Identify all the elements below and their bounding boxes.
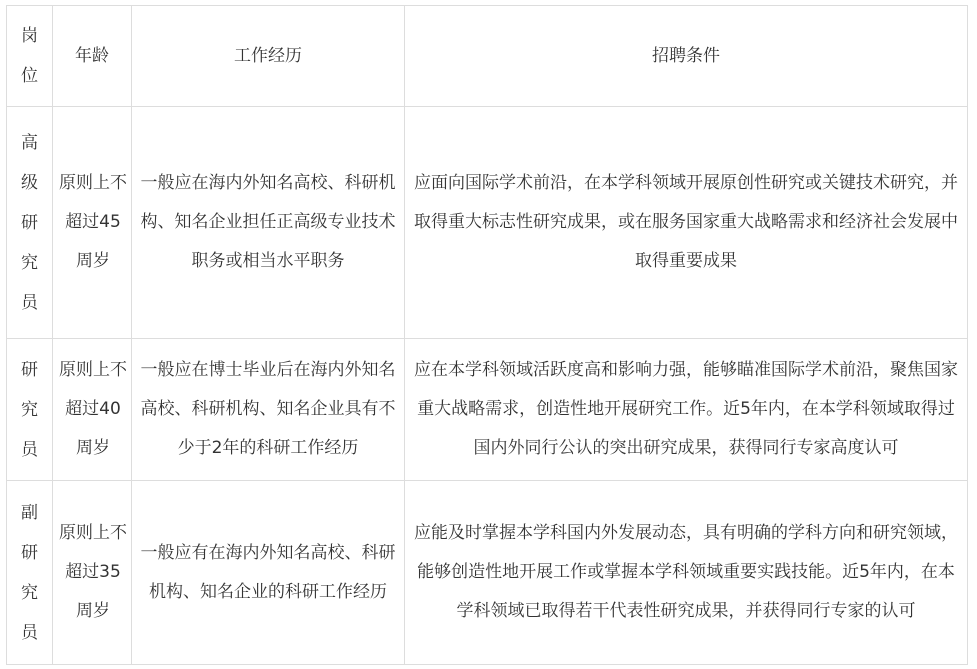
conditions-text: 应能及时掌握本学科国内外发展动态，具有明确的学科方向和研究领域，能够创造性地开展工作或掌握本学科领域重要实践技能。近5年内，在本学科领域已取得若干代表性研究成果，并获得同行专家的认可 [414,523,958,621]
recruitment-table [6,5,968,665]
conditions-text: 应面向国际学术前沿，在本学科领域开展原创性研究或关键技术研究，并取得重大标志性研究成果，或在服务国家重大战略需求和经济社会发展中取得重要成果 [414,173,958,271]
header-age: 年龄 [75,45,109,66]
experience-cell [132,339,405,481]
header-position: 岗位 [21,26,38,86]
age-cell [53,339,132,481]
age-cell [53,481,132,665]
table-row [7,339,968,481]
position-text: 副研究员 [21,502,38,643]
position-cell [7,339,53,481]
experience-text: 一般应有在海内外知名高校、科研机构、知名企业的科研工作经历 [140,542,396,602]
age-text: 原则上不超过35周岁 [59,523,127,621]
position-text: 研究员 [21,359,38,460]
header-age-cell [53,6,132,107]
header-conditions-cell [405,6,968,107]
header-experience-cell [132,6,405,107]
table-row [7,481,968,665]
conditions-cell [405,107,968,339]
experience-cell [132,481,405,665]
header-conditions: 招聘条件 [652,45,720,66]
age-cell [53,107,132,339]
table-row [7,107,968,339]
conditions-cell [405,339,968,481]
age-text: 原则上不超过45周岁 [59,173,127,271]
header-position-cell [7,6,53,107]
experience-text: 一般应在海内外知名高校、科研机构、知名企业担任正高级专业技术职务或相当水平职务 [140,173,396,271]
position-cell [7,107,53,339]
table-header-row [7,6,968,107]
position-text: 高级研究员 [21,132,38,313]
age-text: 原则上不超过40周岁 [59,360,127,458]
header-experience: 工作经历 [234,45,302,66]
experience-cell [132,107,405,339]
conditions-cell [405,481,968,665]
conditions-text: 应在本学科领域活跃度高和影响力强，能够瞄准国际学术前沿，聚焦国家重大战略需求，创造性地开展研究工作。近5年内，在本学科领域取得过国内外同行公认的突出研究成果，获得同行专家高度认可 [414,360,958,458]
experience-text: 一般应在博士毕业后在海内外知名高校、科研机构、知名企业具有不少于2年的科研工作经历 [140,360,396,458]
position-cell [7,481,53,665]
